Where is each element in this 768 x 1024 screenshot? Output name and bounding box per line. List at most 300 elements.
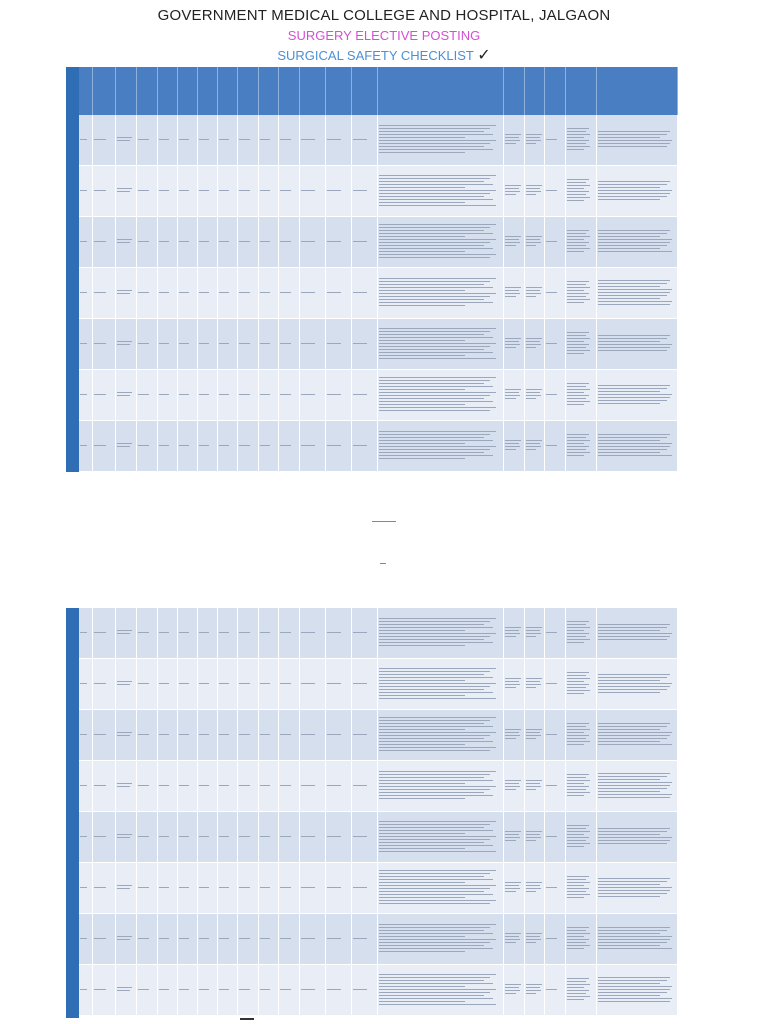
cell-content — [598, 723, 676, 747]
text-line-placeholder — [280, 632, 291, 633]
text-line-placeholder — [567, 999, 584, 1000]
text-line-placeholder — [379, 686, 490, 687]
cell-content — [327, 734, 350, 737]
text-line-placeholder — [598, 989, 670, 990]
text-line-placeholder — [219, 445, 230, 446]
table-cell — [566, 319, 597, 369]
cell-content — [353, 785, 376, 788]
table-cell — [597, 659, 678, 709]
cell-content — [260, 292, 278, 295]
cell-content — [159, 989, 176, 992]
text-line-placeholder — [379, 334, 484, 335]
text-line-placeholder — [598, 797, 670, 798]
table-cell — [525, 370, 546, 420]
cell-content — [526, 185, 544, 197]
text-line-placeholder — [117, 341, 132, 342]
table-cell — [137, 370, 158, 420]
text-line-placeholder — [138, 785, 149, 786]
text-line-placeholder — [379, 134, 493, 135]
text-line-placeholder — [526, 984, 542, 985]
table-cell — [259, 812, 280, 862]
text-line-placeholder — [179, 241, 190, 242]
text-line-placeholder — [117, 735, 129, 736]
table-cell — [326, 166, 352, 216]
table-cell — [545, 914, 566, 964]
table-cell — [566, 659, 597, 709]
cell-content — [159, 785, 176, 788]
text-line-placeholder — [598, 945, 661, 946]
text-line-placeholder — [159, 989, 169, 990]
text-line-placeholder — [567, 332, 589, 333]
text-line-placeholder — [379, 845, 493, 846]
text-line-placeholder — [219, 241, 230, 242]
text-line-placeholder — [159, 292, 169, 293]
text-line-placeholder — [598, 397, 670, 398]
table-row — [79, 421, 678, 472]
text-line-placeholder — [379, 998, 493, 999]
cell-content — [199, 394, 216, 397]
text-line-placeholder — [546, 190, 557, 191]
cell-content — [505, 780, 523, 792]
text-line-placeholder — [94, 785, 106, 786]
text-line-placeholder — [526, 446, 541, 447]
text-line-placeholder — [546, 445, 557, 446]
text-line-placeholder — [117, 242, 129, 243]
cell-content — [219, 445, 237, 448]
text-line-placeholder — [567, 627, 590, 628]
text-line-placeholder — [159, 139, 169, 140]
text-line-placeholder — [505, 780, 521, 781]
table-cell — [545, 319, 566, 369]
table-cell — [218, 608, 239, 658]
table-cell — [116, 812, 137, 862]
table-cell — [326, 370, 352, 420]
text-line-placeholder — [505, 440, 521, 441]
cell-content — [138, 445, 156, 448]
text-line-placeholder — [505, 446, 520, 447]
cell-content — [353, 190, 376, 193]
cell-content — [260, 241, 278, 244]
table-cell — [178, 659, 199, 709]
cell-content — [280, 190, 298, 193]
text-line-placeholder — [379, 723, 484, 724]
table-cell — [238, 608, 259, 658]
text-line-placeholder — [567, 846, 584, 847]
cell-content — [94, 938, 114, 941]
table-cell — [158, 812, 178, 862]
table-cell — [326, 115, 352, 165]
text-line-placeholder — [280, 938, 291, 939]
cell-content — [159, 683, 176, 686]
cell-content — [94, 292, 114, 295]
text-line-placeholder — [598, 242, 670, 243]
table-row — [79, 115, 678, 166]
text-line-placeholder — [94, 734, 106, 735]
text-line-placeholder — [327, 887, 341, 888]
table-cell — [79, 914, 93, 964]
text-line-placeholder — [379, 410, 490, 411]
text-line-placeholder — [546, 785, 557, 786]
text-line-placeholder — [353, 241, 367, 242]
text-line-placeholder — [567, 446, 589, 447]
table-cell — [566, 812, 597, 862]
text-line-placeholder — [379, 299, 484, 300]
text-line-placeholder — [598, 986, 672, 987]
cell-content — [546, 989, 564, 992]
table-cell — [504, 863, 525, 913]
table-cell — [279, 659, 300, 709]
text-line-placeholder — [546, 887, 557, 888]
cell-content — [598, 977, 676, 1004]
table-cell — [525, 914, 546, 964]
cell-content — [179, 785, 197, 788]
text-line-placeholder — [379, 458, 465, 459]
table-cell — [326, 268, 352, 318]
text-line-placeholder — [327, 989, 341, 990]
table-cell — [378, 421, 504, 471]
table-cell — [93, 761, 116, 811]
text-line-placeholder — [379, 624, 484, 625]
cell-content — [219, 394, 237, 397]
cell-content — [379, 431, 502, 461]
text-line-placeholder — [598, 236, 661, 237]
text-line-placeholder — [159, 785, 169, 786]
table-cell — [198, 166, 218, 216]
text-line-placeholder — [199, 190, 209, 191]
text-line-placeholder — [379, 851, 496, 852]
cell-content — [179, 938, 197, 941]
text-line-placeholder — [567, 440, 590, 441]
cell-content — [301, 139, 324, 142]
table-cell — [93, 319, 116, 369]
text-line-placeholder — [526, 738, 537, 739]
cell-content — [80, 734, 91, 737]
table-cell — [525, 217, 546, 267]
text-line-placeholder — [505, 891, 516, 892]
cell-content — [159, 343, 176, 346]
text-line-placeholder — [199, 989, 209, 990]
text-line-placeholder — [505, 687, 516, 688]
text-line-placeholder — [379, 152, 465, 153]
cell-content — [505, 933, 523, 945]
cell-content — [260, 836, 278, 839]
text-line-placeholder — [379, 143, 490, 144]
text-line-placeholder — [379, 927, 490, 928]
table-cell — [93, 115, 116, 165]
text-line-placeholder — [567, 636, 586, 637]
cell-content — [239, 190, 257, 193]
table-cell — [198, 863, 218, 913]
table-cell — [79, 370, 93, 420]
text-line-placeholder — [598, 233, 667, 234]
text-line-placeholder — [567, 248, 590, 249]
column-header — [116, 67, 137, 115]
table-cell — [198, 268, 218, 318]
text-line-placeholder — [379, 131, 484, 132]
text-line-placeholder — [505, 840, 516, 841]
text-line-placeholder — [526, 882, 542, 883]
text-line-placeholder — [567, 795, 584, 796]
text-line-placeholder — [598, 782, 672, 783]
cell-content — [567, 672, 595, 696]
checklist-table — [79, 67, 678, 472]
table-cell — [198, 217, 218, 267]
table-cell — [93, 421, 116, 471]
text-line-placeholder — [567, 987, 584, 988]
cell-content — [159, 139, 176, 142]
table-cell — [545, 370, 566, 420]
cell-content — [117, 188, 135, 194]
text-line-placeholder — [598, 239, 672, 240]
table-cell — [259, 863, 280, 913]
text-line-placeholder — [526, 287, 542, 288]
cell-content — [379, 175, 502, 208]
text-line-placeholder — [94, 989, 106, 990]
table-cell — [504, 761, 525, 811]
table-cell — [178, 863, 199, 913]
cell-content — [546, 887, 564, 890]
text-line-placeholder — [379, 242, 490, 243]
text-line-placeholder — [526, 891, 537, 892]
table-cell — [300, 115, 326, 165]
text-line-placeholder — [379, 692, 493, 693]
text-line-placeholder — [379, 827, 484, 828]
text-line-placeholder — [598, 344, 672, 345]
table-cell — [378, 914, 504, 964]
text-line-placeholder — [117, 939, 129, 940]
table-cell — [158, 659, 178, 709]
table-cell — [238, 115, 259, 165]
text-line-placeholder — [526, 341, 540, 342]
text-line-placeholder — [159, 632, 169, 633]
text-line-placeholder — [567, 681, 584, 682]
table-row — [79, 659, 678, 710]
text-line-placeholder — [301, 734, 315, 735]
table-cell — [525, 761, 546, 811]
table-cell — [566, 115, 597, 165]
text-line-placeholder — [526, 242, 541, 243]
table-cell — [378, 710, 504, 760]
cell-content — [219, 241, 237, 244]
text-line-placeholder — [379, 780, 493, 781]
table-cell — [378, 812, 504, 862]
table-cell — [116, 863, 137, 913]
text-line-placeholder — [379, 440, 493, 441]
table-cell — [352, 863, 378, 913]
cell-content — [505, 134, 523, 146]
table-cell — [259, 659, 280, 709]
text-line-placeholder — [327, 938, 341, 939]
text-line-placeholder — [353, 836, 367, 837]
cell-content — [199, 683, 216, 686]
cell-content — [80, 785, 91, 788]
cell-content — [353, 292, 376, 295]
text-line-placeholder — [526, 636, 537, 637]
table-cell — [504, 710, 525, 760]
cell-content — [546, 241, 564, 244]
text-line-placeholder — [117, 732, 132, 733]
text-line-placeholder — [199, 139, 209, 140]
text-line-placeholder — [80, 292, 87, 293]
cell-content — [219, 836, 237, 839]
text-line-placeholder — [567, 678, 590, 679]
text-line-placeholder — [117, 684, 129, 685]
text-line-placeholder — [598, 878, 670, 879]
text-line-placeholder — [567, 675, 586, 676]
cell-content — [199, 785, 216, 788]
column-header — [525, 67, 546, 115]
text-line-placeholder — [526, 627, 542, 628]
text-line-placeholder — [567, 945, 590, 946]
text-line-placeholder — [567, 885, 584, 886]
text-line-placeholder — [567, 353, 584, 354]
table-cell — [300, 812, 326, 862]
table-cell — [545, 659, 566, 709]
text-line-placeholder — [567, 449, 586, 450]
table-cell — [279, 115, 300, 165]
cell-content — [179, 989, 197, 992]
cell-content — [179, 632, 197, 635]
cell-content — [526, 933, 544, 945]
cell-content — [379, 924, 502, 954]
cell-content — [117, 936, 135, 942]
text-line-placeholder — [80, 139, 87, 140]
table-cell — [352, 115, 378, 165]
text-line-placeholder — [94, 632, 106, 633]
text-line-placeholder — [598, 347, 670, 348]
table-cell — [300, 370, 326, 420]
text-line-placeholder — [505, 194, 516, 195]
text-line-placeholder — [505, 344, 520, 345]
table-header-row — [79, 67, 678, 115]
cell-content — [94, 139, 114, 142]
table-cell — [93, 659, 116, 709]
text-line-placeholder — [526, 338, 542, 339]
text-line-placeholder — [526, 191, 541, 192]
text-line-placeholder — [138, 343, 149, 344]
table-cell — [352, 217, 378, 267]
text-line-placeholder — [526, 732, 540, 733]
text-line-placeholder — [598, 788, 667, 789]
text-line-placeholder — [598, 624, 670, 625]
table-cell — [279, 863, 300, 913]
text-line-placeholder — [598, 304, 670, 305]
text-line-placeholder — [179, 734, 190, 735]
table-cell — [300, 268, 326, 318]
cell-content — [546, 785, 564, 788]
text-line-placeholder — [526, 678, 542, 679]
text-line-placeholder — [567, 930, 586, 931]
text-line-placeholder — [598, 980, 667, 981]
table-cell — [79, 608, 93, 658]
text-line-placeholder — [505, 882, 521, 883]
text-line-placeholder — [379, 199, 493, 200]
text-line-placeholder — [598, 338, 667, 339]
table-cell — [597, 914, 678, 964]
text-line-placeholder — [280, 343, 291, 344]
table-cell — [259, 710, 280, 760]
text-line-placeholder — [526, 681, 540, 682]
text-line-placeholder — [379, 974, 496, 975]
cell-content — [159, 394, 176, 397]
text-line-placeholder — [567, 452, 590, 453]
cell-content — [260, 887, 278, 890]
text-line-placeholder — [159, 734, 169, 735]
cell-content — [567, 434, 595, 458]
cell-content — [567, 927, 595, 951]
text-line-placeholder — [379, 636, 490, 637]
text-line-placeholder — [80, 989, 87, 990]
cell-content — [94, 190, 114, 193]
cell-content — [260, 632, 278, 635]
text-line-placeholder — [598, 735, 670, 736]
table-cell — [137, 319, 158, 369]
text-line-placeholder — [505, 341, 519, 342]
cell-content — [301, 836, 324, 839]
cell-content — [353, 139, 376, 142]
table-cell — [198, 370, 218, 420]
cell-content — [327, 445, 350, 448]
text-line-placeholder — [94, 241, 106, 242]
text-line-placeholder — [567, 621, 589, 622]
text-line-placeholder — [567, 185, 590, 186]
text-line-placeholder — [379, 747, 496, 748]
text-line-placeholder — [327, 394, 341, 395]
text-line-placeholder — [598, 881, 667, 882]
text-line-placeholder — [159, 394, 169, 395]
table-cell — [300, 761, 326, 811]
text-line-placeholder — [505, 449, 516, 450]
text-line-placeholder — [526, 347, 537, 348]
text-line-placeholder — [567, 936, 584, 937]
text-line-placeholder — [567, 792, 590, 793]
table-cell — [93, 965, 116, 1015]
text-line-placeholder — [199, 632, 209, 633]
cell-content — [239, 632, 257, 635]
cell-content — [239, 394, 257, 397]
cell-content — [379, 618, 502, 648]
cell-content — [567, 332, 595, 356]
text-line-placeholder — [379, 774, 490, 775]
table-cell — [137, 217, 158, 267]
table-cell — [259, 370, 280, 420]
table-cell — [198, 710, 218, 760]
text-line-placeholder — [505, 338, 521, 339]
text-line-placeholder — [505, 993, 516, 994]
text-line-placeholder — [505, 735, 520, 736]
text-line-placeholder — [379, 146, 484, 147]
cell-content — [94, 241, 114, 244]
text-line-placeholder — [379, 830, 493, 831]
table-cell — [238, 421, 259, 471]
text-line-placeholder — [567, 296, 586, 297]
text-line-placeholder — [219, 836, 230, 837]
table-cell — [566, 761, 597, 811]
text-line-placeholder — [598, 633, 672, 634]
table-cell — [545, 166, 566, 216]
text-line-placeholder — [379, 989, 496, 990]
table-cell — [352, 608, 378, 658]
table-cell — [137, 710, 158, 760]
table-cell — [218, 319, 239, 369]
text-line-placeholder — [379, 732, 496, 733]
cell-content — [199, 734, 216, 737]
text-line-placeholder — [567, 245, 586, 246]
text-line-placeholder — [379, 677, 493, 678]
table-cell — [300, 608, 326, 658]
text-line-placeholder — [379, 824, 490, 825]
table-cell — [178, 914, 199, 964]
